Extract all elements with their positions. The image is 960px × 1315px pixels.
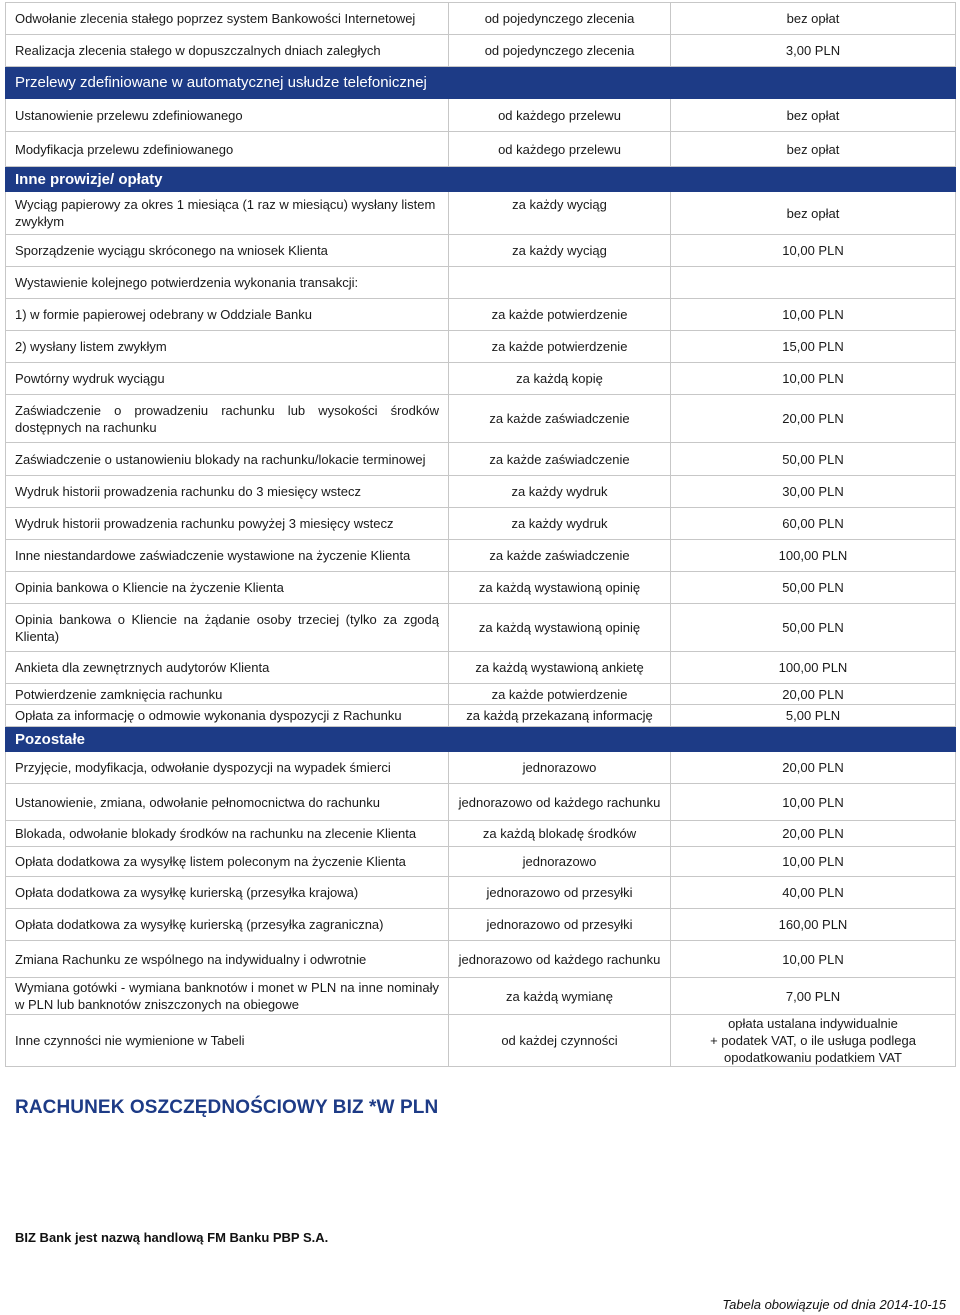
fee-row xyxy=(6,1015,956,1067)
fee-unit: za każdą wystawioną opinię xyxy=(449,572,671,604)
fee-row xyxy=(6,35,956,67)
fee-amount: 10,00 PLN xyxy=(671,299,956,331)
fee-amount: 40,00 PLN xyxy=(671,877,956,909)
fee-unit: jednorazowo xyxy=(449,752,671,784)
fee-description: Blokada, odwołanie blokady środków na rachunku na zlecenie Klienta xyxy=(6,821,449,847)
fee-description: Potwierdzenie zamknięcia rachunku xyxy=(6,684,449,705)
fee-description: Opłata za informację o odmowie wykonania dyspozycji z Rachunku xyxy=(6,705,449,727)
fee-row xyxy=(6,132,956,167)
fee-description: Opinia bankowa o Kliencie na życzenie Klienta xyxy=(6,572,449,604)
fee-unit: za każde potwierdzenie xyxy=(449,299,671,331)
fee-amount: 100,00 PLN xyxy=(671,652,956,684)
fee-row xyxy=(6,363,956,395)
section-title: Pozostałe xyxy=(6,727,956,752)
fee-table xyxy=(5,2,956,1067)
fee-description: Odwołanie zlecenia stałego poprzez system Bankowości Internetowej xyxy=(6,3,449,35)
fee-amount: bez opłat xyxy=(671,192,956,235)
fee-amount: opłata ustalana indywidualnie + podatek VAT, o ile usługa podlega opodatkowaniu podatkiem VAT xyxy=(671,1015,956,1067)
fee-description: Inne czynności nie wymienione w Tabeli xyxy=(6,1015,449,1067)
fee-row xyxy=(6,443,956,476)
fee-row xyxy=(6,476,956,508)
fee-row xyxy=(6,784,956,821)
fee-amount: 10,00 PLN xyxy=(671,235,956,267)
fee-row xyxy=(6,267,956,299)
fee-row xyxy=(6,652,956,684)
fee-row xyxy=(6,941,956,978)
validity-note: Tabela obowiązuje od dnia 2014-10-15 xyxy=(722,1297,946,1312)
fee-unit: za każde zaświadczenie xyxy=(449,443,671,476)
fee-row xyxy=(6,540,956,572)
fee-unit: za każde potwierdzenie xyxy=(449,684,671,705)
fee-description: Zaświadczenie o prowadzeniu rachunku lub wysokości środków dostępnych na rachunku xyxy=(6,395,449,443)
fee-unit: za każdą wystawioną ankietę xyxy=(449,652,671,684)
fee-row xyxy=(6,3,956,35)
fee-description: Zaświadczenie o ustanowieniu blokady na rachunku/lokacie terminowej xyxy=(6,443,449,476)
fee-description: 1) w formie papierowej odebrany w Oddziale Banku xyxy=(6,299,449,331)
fee-amount: 30,00 PLN xyxy=(671,476,956,508)
fee-unit: jednorazowo xyxy=(449,847,671,877)
fee-description: Opinia bankowa o Kliencie na żądanie osoby trzeciej (tylko za zgodą Klienta) xyxy=(6,604,449,652)
fee-unit: od każdego przelewu xyxy=(449,132,671,167)
fee-description: Sporządzenie wyciągu skróconego na wniosek Klienta xyxy=(6,235,449,267)
fee-table-body xyxy=(6,3,956,1067)
fee-row xyxy=(6,508,956,540)
fee-amount: 20,00 PLN xyxy=(671,395,956,443)
fee-unit xyxy=(449,267,671,299)
fee-description: Przyjęcie, modyfikacja, odwołanie dyspozycji na wypadek śmierci xyxy=(6,752,449,784)
fee-unit: jednorazowo od każdego rachunku xyxy=(449,941,671,978)
fee-unit: za każdą blokadę środków xyxy=(449,821,671,847)
fee-description: 2) wysłany listem zwykłym xyxy=(6,331,449,363)
fee-row xyxy=(6,684,956,705)
fee-amount: 160,00 PLN xyxy=(671,909,956,941)
account-heading: RACHUNEK OSZCZĘDNOŚCIOWY BIZ *W PLN xyxy=(15,1097,439,1118)
fee-unit: za każdy wydruk xyxy=(449,508,671,540)
fee-amount: 10,00 PLN xyxy=(671,941,956,978)
fee-row xyxy=(6,99,956,132)
fee-unit: za każdy wydruk xyxy=(449,476,671,508)
fee-row xyxy=(6,299,956,331)
fee-amount: 100,00 PLN xyxy=(671,540,956,572)
fee-unit: za każde zaświadczenie xyxy=(449,540,671,572)
fee-unit: jednorazowo od każdego rachunku xyxy=(449,784,671,821)
fee-row xyxy=(6,235,956,267)
fee-row xyxy=(6,877,956,909)
fee-amount: 3,00 PLN xyxy=(671,35,956,67)
fee-description: Wymiana gotówki - wymiana banknotów i monet w PLN na inne nominały w PLN lub banknotów zniszczonych na obiegowe xyxy=(6,978,449,1015)
fee-row xyxy=(6,331,956,363)
fee-description: Wystawienie kolejnego potwierdzenia wykonania transakcji: xyxy=(6,267,449,299)
fee-description: Inne niestandardowe zaświadczenie wystawione na życzenie Klienta xyxy=(6,540,449,572)
fee-unit: za każdy wyciąg xyxy=(449,235,671,267)
fee-row xyxy=(6,395,956,443)
fee-description: Opłata dodatkowa za wysyłkę listem poleconym na życzenie Klienta xyxy=(6,847,449,877)
fee-description: Powtórny wydruk wyciągu xyxy=(6,363,449,395)
fee-row xyxy=(6,821,956,847)
fee-amount: bez opłat xyxy=(671,3,956,35)
fee-unit: jednorazowo od przesyłki xyxy=(449,909,671,941)
fee-unit: od pojedynczego zlecenia xyxy=(449,3,671,35)
fee-unit: za każdą kopię xyxy=(449,363,671,395)
section-header xyxy=(6,67,956,99)
fee-amount: 20,00 PLN xyxy=(671,752,956,784)
fee-row xyxy=(6,978,956,1015)
fee-amount: 10,00 PLN xyxy=(671,363,956,395)
fee-row xyxy=(6,752,956,784)
fee-amount: 20,00 PLN xyxy=(671,684,956,705)
fee-description: Realizacja zlecenia stałego w dopuszczalnych dniach zaległych xyxy=(6,35,449,67)
section-title: Inne prowizje/ opłaty xyxy=(6,167,956,192)
fee-unit: za każdą przekazaną informację xyxy=(449,705,671,727)
fee-unit: od pojedynczego zlecenia xyxy=(449,35,671,67)
fee-description: Ankieta dla zewnętrznych audytorów Klienta xyxy=(6,652,449,684)
fee-row xyxy=(6,572,956,604)
fee-row xyxy=(6,847,956,877)
fee-amount: 10,00 PLN xyxy=(671,847,956,877)
fee-amount: 60,00 PLN xyxy=(671,508,956,540)
fee-description: Wydruk historii prowadzenia rachunku do 3 miesięcy wstecz xyxy=(6,476,449,508)
fee-amount: 10,00 PLN xyxy=(671,784,956,821)
section-title: Przelewy zdefiniowane w automatycznej usłudze telefonicznej xyxy=(6,67,956,99)
fee-unit: od każdej czynności xyxy=(449,1015,671,1067)
fee-row xyxy=(6,909,956,941)
fee-description: Opłata dodatkowa za wysyłkę kurierską (przesyłka krajowa) xyxy=(6,877,449,909)
fee-amount: bez opłat xyxy=(671,132,956,167)
fee-row xyxy=(6,705,956,727)
fee-description: Opłata dodatkowa za wysyłkę kurierską (przesyłka zagraniczna) xyxy=(6,909,449,941)
fee-row xyxy=(6,604,956,652)
fee-amount: 15,00 PLN xyxy=(671,331,956,363)
fee-amount: 20,00 PLN xyxy=(671,821,956,847)
fee-unit: za każdą wymianę xyxy=(449,978,671,1015)
fee-description: Ustanowienie przelewu zdefiniowanego xyxy=(6,99,449,132)
section-header xyxy=(6,167,956,192)
footer-note: BIZ Bank jest nazwą handlową FM Banku PBP S.A. xyxy=(15,1230,329,1245)
fee-amount: 5,00 PLN xyxy=(671,705,956,727)
fee-amount: 7,00 PLN xyxy=(671,978,956,1015)
fee-amount: bez opłat xyxy=(671,99,956,132)
fee-row xyxy=(6,192,956,235)
fee-description: Wyciąg papierowy za okres 1 miesiąca (1 raz w miesiącu) wysłany listem zwykłym xyxy=(6,192,449,235)
fee-unit: za każde potwierdzenie xyxy=(449,331,671,363)
fee-description: Wydruk historii prowadzenia rachunku powyżej 3 miesięcy wstecz xyxy=(6,508,449,540)
fee-description: Modyfikacja przelewu zdefiniowanego xyxy=(6,132,449,167)
section-header xyxy=(6,727,956,752)
fee-amount: 50,00 PLN xyxy=(671,604,956,652)
fee-unit: za każde zaświadczenie xyxy=(449,395,671,443)
fee-unit: jednorazowo od przesyłki xyxy=(449,877,671,909)
fee-amount xyxy=(671,267,956,299)
fee-amount: 50,00 PLN xyxy=(671,443,956,476)
fee-unit: za każdą wystawioną opinię xyxy=(449,604,671,652)
fee-description: Ustanowienie, zmiana, odwołanie pełnomocnictwa do rachunku xyxy=(6,784,449,821)
fee-amount: 50,00 PLN xyxy=(671,572,956,604)
fee-unit: za każdy wyciąg xyxy=(449,192,671,235)
fee-description: Zmiana Rachunku ze wspólnego na indywidualny i odwrotnie xyxy=(6,941,449,978)
fee-unit: od każdego przelewu xyxy=(449,99,671,132)
